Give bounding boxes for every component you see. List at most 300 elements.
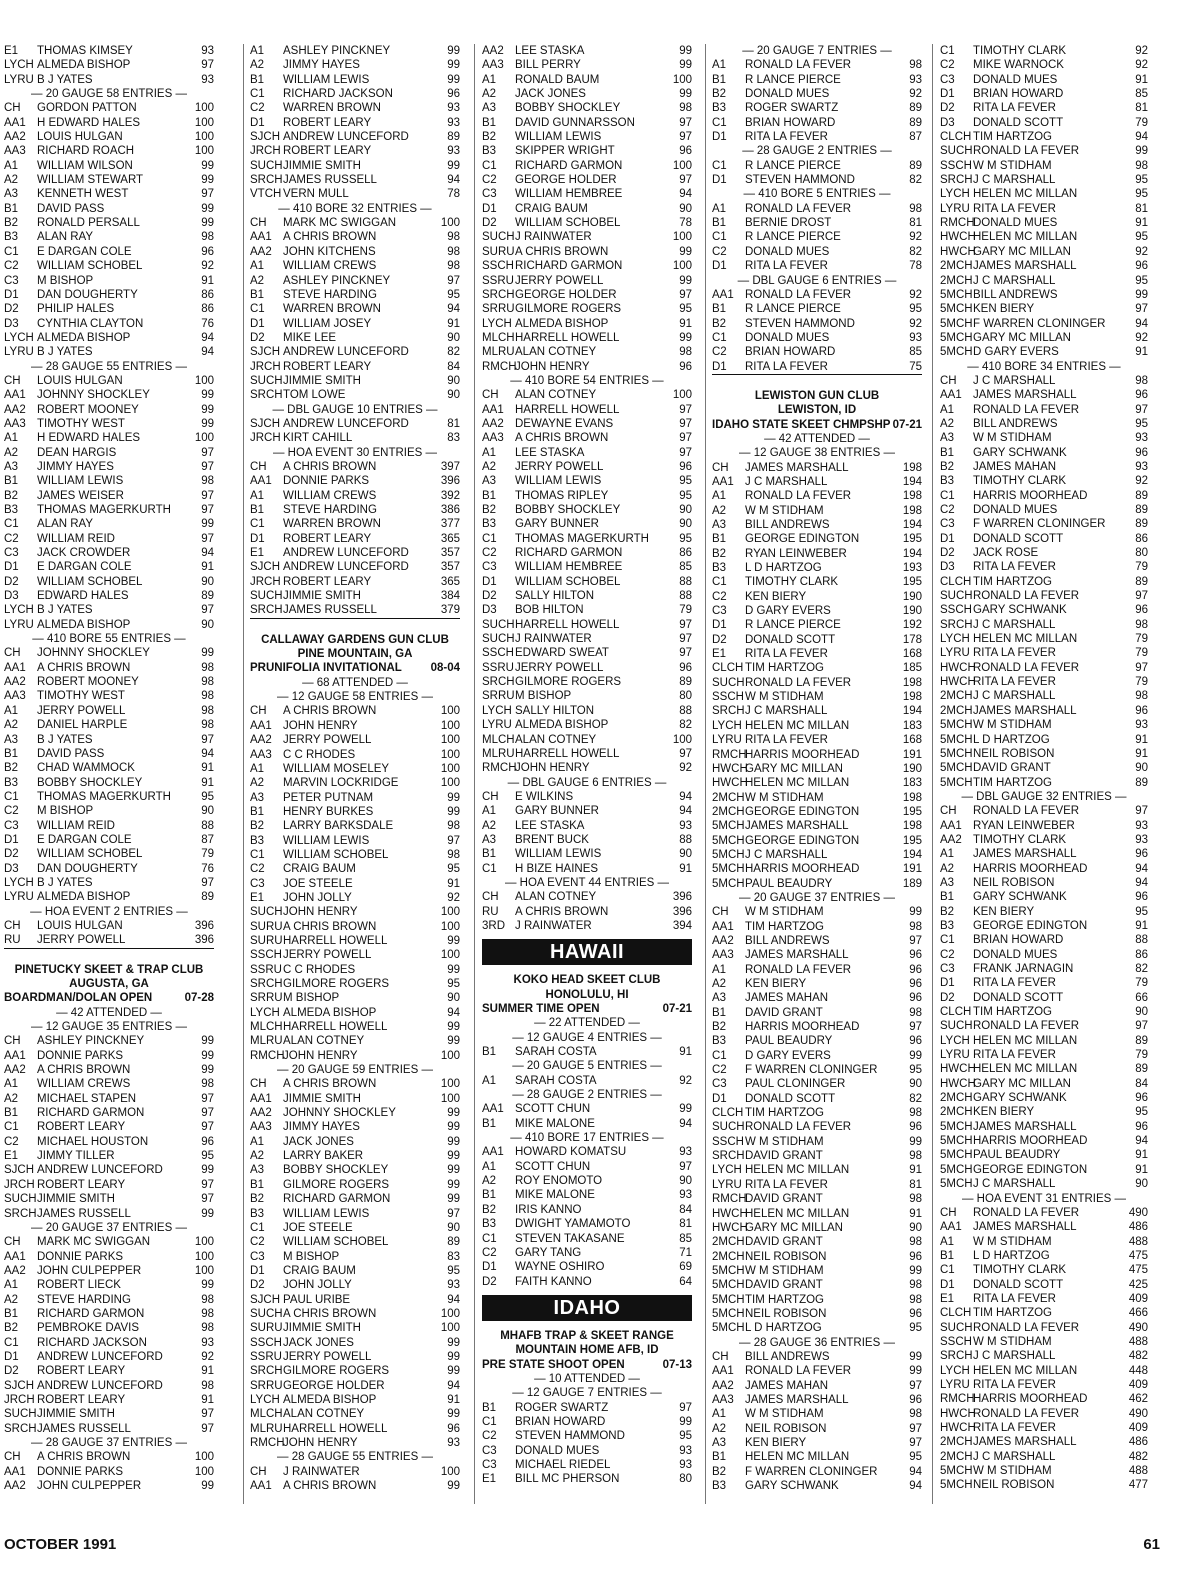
score: 396: [194, 919, 214, 932]
shooter-name: DAVID GUNNARSSON: [515, 116, 635, 129]
class-code: 2MCH: [712, 805, 745, 818]
shooter-name: DEAN HARGIS: [37, 446, 117, 459]
category-header: — 20 GAUGE 37 ENTRIES —: [739, 891, 895, 904]
score: 475: [1128, 1264, 1148, 1277]
class-code: SRCH: [4, 1422, 37, 1435]
class-code: JRCH: [4, 1393, 35, 1406]
score: 97: [679, 647, 692, 660]
class-code: SSCH: [940, 604, 972, 617]
class-code: 2MCH: [940, 704, 973, 717]
result-row: [712, 920, 922, 934]
score: 94: [679, 188, 692, 201]
score: 81: [447, 417, 460, 430]
class-code: 5MCH: [940, 1163, 973, 1176]
shooter-name: ANDREW LUNCEFORD: [283, 417, 409, 430]
shooter-name: THOMAS KIMSEY: [37, 45, 133, 57]
club-heading: CALLAWAY GARDENS GUN CLUB: [261, 633, 449, 646]
class-code: C1: [712, 331, 727, 344]
score: 97: [201, 446, 214, 459]
shooter-name: B J YATES: [37, 733, 93, 746]
result-row: [4, 460, 214, 474]
class-code: B2: [482, 504, 497, 516]
shooter-name: RICHARD GARMON: [283, 1193, 391, 1206]
result-row: [4, 130, 214, 144]
shooter-name: WILLIAM CREWS: [283, 260, 377, 273]
shooter-name: R LANCE PIERCE: [745, 231, 841, 244]
shooter-name: JAMES MARSHALL: [745, 949, 849, 962]
score: 92: [679, 1074, 692, 1087]
score: 482: [1128, 1350, 1148, 1363]
score: 90: [201, 805, 214, 818]
score: 95: [1135, 188, 1148, 201]
score: 99: [201, 518, 214, 531]
score: 100: [440, 748, 460, 761]
class-code: A1: [482, 73, 497, 86]
result-row: [4, 230, 214, 244]
result-row: [940, 417, 1148, 431]
result-row: [712, 1379, 922, 1393]
score: 98: [1135, 690, 1148, 703]
class-code: MLCH: [482, 331, 515, 344]
shooter-name: ANDREW LUNCEFORD: [283, 131, 409, 144]
shooter-name: A CHRIS BROWN: [37, 661, 131, 674]
result-row: [4, 1034, 214, 1048]
shooter-name: KEN BIERY: [973, 303, 1035, 316]
class-code: A2: [250, 1150, 265, 1163]
result-row: [712, 977, 922, 991]
score: 88: [679, 575, 692, 588]
club-heading: KOKO HEAD SKEET CLUB: [513, 974, 661, 987]
class-code: SRCH: [250, 389, 283, 402]
result-row: [940, 776, 1148, 790]
result-row: [712, 317, 922, 331]
class-code: B2: [4, 762, 19, 775]
result-row: [250, 388, 460, 402]
shooter-name: THOMAS RIPLEY: [515, 489, 609, 502]
shooter-name: D GARY EVERS: [973, 346, 1059, 359]
result-row: [4, 1264, 214, 1278]
score: 97: [909, 934, 922, 947]
result-row: [4, 833, 214, 847]
class-code: CH: [250, 1465, 267, 1478]
class-code: B1: [712, 1006, 727, 1019]
shooter-name: BRIAN HOWARD: [973, 88, 1064, 101]
shooter-name: KEN BIERY: [973, 1106, 1035, 1119]
shooter-name: GORDON PATTON: [37, 102, 137, 115]
result-row: [940, 1005, 1148, 1019]
class-code: B3: [250, 1207, 265, 1220]
category-header: — 10 ATTENDED —: [534, 1372, 640, 1385]
shooter-name: LOUIS HULGAN: [37, 374, 123, 387]
result-row: [250, 259, 460, 273]
result-row: [940, 202, 1148, 216]
result-row: [940, 819, 1148, 833]
shooter-name: BERNIE DROST: [745, 217, 832, 230]
class-code: A1: [482, 446, 497, 459]
shooter-name: STEVE HARDING: [37, 1293, 131, 1306]
shooter-name: JACK JONES: [283, 1135, 354, 1148]
shooter-name: DONALD SCOTT: [745, 633, 836, 646]
score: 82: [1135, 963, 1148, 975]
class-code: A1: [482, 805, 497, 818]
section-spacer: [4, 949, 214, 963]
score: 490: [1128, 1206, 1148, 1219]
result-row: [482, 718, 692, 732]
class-code: B1: [250, 288, 265, 301]
score: 88: [1135, 934, 1148, 947]
result-row: [940, 1321, 1148, 1335]
class-code: A1: [250, 1135, 265, 1148]
score: 100: [440, 762, 460, 775]
shooter-name: TOM LOWE: [283, 389, 346, 402]
result-row: [4, 661, 214, 675]
shooter-name: WARREN BROWN: [283, 303, 381, 316]
result-row: [712, 704, 922, 718]
score: 91: [201, 1365, 214, 1378]
class-code: C1: [4, 245, 19, 258]
score: 91: [1135, 1149, 1148, 1162]
score: 94: [1135, 862, 1148, 875]
shooter-name: ROGER SWARTZ: [745, 102, 839, 115]
shooter-name: RITA LA FEVER: [973, 1292, 1056, 1305]
result-row: [4, 388, 214, 402]
class-code: B1: [4, 1107, 19, 1120]
result-row: [940, 331, 1148, 345]
class-code: C1: [940, 934, 955, 947]
shooter-name: MARVIN LOCKRIDGE: [283, 777, 399, 790]
shooter-name: JOHN HENRY: [283, 1049, 358, 1062]
result-row: [482, 761, 692, 775]
result-row: [250, 431, 460, 445]
result-row: [482, 116, 692, 130]
result-row: [940, 1407, 1148, 1421]
score: 97: [909, 1422, 922, 1435]
shooter-name: JIMMY TILLER: [37, 1150, 115, 1163]
class-code: A3: [712, 992, 727, 1005]
result-row: [940, 1220, 1148, 1234]
shooter-name: BILL PERRY: [515, 59, 581, 72]
category-header: — 20 GAUGE 7 ENTRIES —: [742, 45, 892, 57]
shooter-name: A CHRIS BROWN: [283, 1078, 377, 1091]
class-code: B1: [482, 1189, 497, 1202]
category-header: — HOA EVENT 30 ENTRIES —: [272, 446, 438, 459]
shooter-name: F WARREN CLONINGER: [745, 1465, 878, 1478]
class-code: E1: [4, 1150, 19, 1163]
shooter-name: W M STIDHAM: [973, 1335, 1052, 1348]
result-row: [940, 804, 1148, 818]
score: 100: [672, 73, 692, 86]
category-header: — 20 GAUGE 5 ENTRIES —: [512, 1060, 662, 1073]
result-row: [940, 546, 1148, 560]
class-code: AA2: [250, 1107, 272, 1120]
shooter-name: RITA LA FEVER: [973, 561, 1056, 574]
shooter-name: DWIGHT YAMAMOTO: [515, 1218, 631, 1231]
result-row: [250, 1092, 460, 1106]
score: 98: [909, 1293, 922, 1306]
result-row: [482, 1260, 692, 1274]
shooter-name: RONALD LA FEVER: [745, 490, 852, 503]
shooter-name: BOBBY SHOCKLEY: [37, 776, 143, 789]
result-row: [712, 1407, 922, 1421]
class-code: A2: [712, 1422, 727, 1435]
class-code: D1: [250, 116, 265, 129]
shooter-name: HARRIS MOORHEAD: [973, 1135, 1088, 1148]
shooter-name: BILL MC PHERSON: [515, 1473, 620, 1486]
class-code: A1: [712, 1408, 727, 1421]
shooter-name: HARRIS MOORHEAD: [745, 863, 860, 876]
score: 83: [447, 1250, 460, 1263]
result-row: [940, 388, 1148, 402]
shooter-name: DONALD MUES: [745, 245, 830, 258]
result-row: [712, 547, 922, 561]
class-code: C2: [712, 245, 727, 258]
shooter-name: BRIAN HOWARD: [745, 346, 836, 359]
class-code: D1: [250, 532, 265, 545]
result-row: [250, 503, 460, 517]
shooter-name: ASHLEY PINCKNEY: [283, 45, 391, 57]
class-code: SRCH: [250, 604, 283, 617]
shooter-name: LEE STASKA: [515, 819, 585, 832]
score: 89: [447, 1236, 460, 1249]
score: 90: [679, 848, 692, 861]
result-row: [482, 1401, 692, 1415]
result-row: [712, 719, 922, 733]
shooter-name: GEORGE HOLDER: [515, 174, 617, 187]
shooter-name: RONALD BAUM: [515, 73, 600, 86]
class-code: B3: [712, 562, 727, 575]
score: 99: [447, 1107, 460, 1120]
score: 71: [679, 1246, 692, 1259]
issue-date: OCTOBER 1991: [4, 1536, 117, 1553]
class-code: 2MCH: [940, 690, 973, 703]
class-code: 2MCH: [712, 1236, 745, 1249]
result-row: [4, 776, 214, 790]
shooter-name: A CHRIS BROWN: [515, 432, 609, 445]
result-row: [482, 747, 692, 761]
shooter-name: JIMMY HAYES: [283, 1121, 360, 1134]
shooter-name: HELEN MC MILLAN: [745, 777, 850, 790]
result-row: [4, 1192, 214, 1206]
score: 91: [1135, 73, 1148, 86]
result-row: [712, 661, 922, 675]
score: 98: [909, 59, 922, 72]
score: 100: [440, 1307, 460, 1320]
shooter-name: SCOTT CHUN: [515, 1103, 591, 1116]
class-code: A3: [4, 188, 19, 201]
shooter-name: PAUL BEAUDRY: [973, 1149, 1061, 1162]
class-code: SUCH: [250, 906, 283, 919]
shooter-name: KENNETH WEST: [37, 188, 129, 201]
score: 97: [201, 733, 214, 746]
category-header: — 410 BORE 17 ENTRIES —: [510, 1132, 664, 1145]
score: 365: [440, 575, 460, 588]
class-code: E1: [712, 648, 727, 661]
result-row: [4, 804, 214, 818]
score: 82: [909, 245, 922, 258]
result-row: [4, 245, 214, 259]
result-row: [712, 101, 922, 115]
shooter-name: GILMORE ROGERS: [283, 978, 390, 990]
shooter-name: ALAN COTNEY: [283, 1408, 365, 1421]
shooter-name: GARY MC MILLAN: [973, 331, 1071, 344]
class-code: A2: [482, 460, 497, 473]
score: 91: [447, 317, 460, 330]
shooter-name: BOBBY SHOCKLEY: [515, 504, 621, 516]
result-row: [940, 517, 1148, 531]
score: 98: [201, 1078, 214, 1091]
result-row: [250, 1422, 460, 1436]
class-code: B2: [712, 1021, 727, 1034]
result-row: [712, 819, 922, 833]
class-code: C2: [4, 1135, 19, 1148]
class-code: HWCH: [940, 1422, 976, 1434]
class-code: AA2: [712, 1379, 734, 1392]
result-row: [250, 1149, 460, 1163]
event-date: 07-28: [184, 992, 214, 1005]
class-code: B2: [712, 1465, 727, 1478]
shooter-name: J C MARSHALL: [973, 690, 1056, 703]
shooter-name: ROY ENOMOTO: [515, 1175, 603, 1188]
shooter-name: ROGER SWARTZ: [515, 1401, 609, 1414]
class-code: D3: [4, 862, 19, 875]
class-code: C3: [4, 547, 19, 560]
shooter-name: JIMMY HAYES: [37, 460, 114, 473]
score: 97: [909, 1021, 922, 1034]
class-code: SJCH: [250, 417, 281, 430]
score: 91: [1135, 346, 1148, 359]
result-row: [250, 1034, 460, 1048]
class-code: C3: [482, 1444, 497, 1457]
result-row: [940, 761, 1148, 775]
shooter-name: HELEN MC MILLAN: [973, 231, 1078, 244]
class-code: AA2: [482, 417, 504, 430]
result-row: [250, 187, 460, 201]
result-row: [4, 689, 214, 703]
shooter-name: HARRELL HOWELL: [283, 934, 388, 947]
class-code: 3RD: [482, 919, 506, 932]
shooter-name: HARRIS MOORHEAD: [745, 748, 860, 761]
class-code: E1: [482, 1473, 497, 1486]
shooter-name: JOHNNY SHOCKLEY: [283, 1107, 396, 1120]
category-header: — 28 GAUGE 37 ENTRIES —: [31, 1437, 187, 1449]
class-code: C3: [940, 73, 955, 86]
score: 100: [672, 260, 692, 273]
event-date: 07-21: [662, 1003, 692, 1015]
result-row: [712, 575, 922, 589]
shooter-name: ANDREW LUNCEFORD: [37, 1379, 163, 1392]
score: 99: [679, 1103, 692, 1116]
result-row: [4, 187, 214, 201]
results-column-2: [250, 44, 460, 1493]
shooter-name: TIM HARTZOG: [745, 662, 825, 675]
score: 97: [1135, 590, 1148, 603]
class-code: D2: [482, 590, 497, 603]
result-row: [712, 259, 922, 273]
score: 99: [447, 1365, 460, 1378]
score: 94: [447, 1006, 460, 1019]
shooter-name: ALMEDA BISHOP: [515, 719, 609, 732]
score: 357: [440, 547, 460, 560]
score: 99: [447, 791, 460, 804]
score: 99: [679, 1415, 692, 1428]
class-code: C2: [250, 863, 265, 876]
score: 86: [201, 288, 214, 301]
event-heading: [712, 418, 922, 432]
shooter-name: RONALD LA FEVER: [745, 676, 852, 689]
class-code: RMCH: [482, 762, 517, 775]
shooter-name: TIMOTHY CLARK: [973, 1264, 1067, 1277]
class-code: CH: [482, 790, 499, 803]
result-row: [4, 819, 214, 833]
shooter-name: JAMES MARSHALL: [745, 820, 849, 833]
shooter-name: WILLIAM SCHOBEL: [283, 1236, 389, 1249]
shooter-name: A CHRIS BROWN: [283, 231, 377, 244]
result-row: [4, 1336, 214, 1350]
shooter-name: R LANCE PIERCE: [745, 303, 841, 316]
class-code: C2: [482, 547, 497, 560]
result-row: [712, 518, 922, 532]
class-code: C3: [712, 605, 727, 618]
class-code: C1: [940, 1264, 955, 1277]
state-banner: IDAHO: [482, 1295, 692, 1321]
class-code: SSCH: [482, 260, 514, 273]
shooter-name: PEMBROKE DAVIS: [37, 1322, 140, 1335]
shooter-name: A CHRIS BROWN: [515, 245, 609, 258]
result-row: [712, 1063, 922, 1077]
result-row: [250, 589, 460, 603]
score: 94: [447, 1379, 460, 1392]
score: 96: [679, 145, 692, 158]
category-header: — 20 GAUGE 59 ENTRIES —: [277, 1064, 433, 1077]
shooter-name: L D HARTZOG: [745, 1322, 822, 1335]
shooter-name: CRAIG BAUM: [515, 202, 588, 215]
category-header: — DBL GAUGE 10 ENTRIES —: [272, 403, 438, 416]
shooter-name: J RAINWATER: [515, 633, 592, 646]
class-code: B3: [250, 834, 265, 847]
result-row: [250, 1407, 460, 1421]
shooter-name: ROBERT LEARY: [37, 1121, 126, 1134]
shooter-name: JAMES MARSHALL: [973, 848, 1077, 861]
score: 95: [679, 303, 692, 316]
class-code: AA2: [4, 131, 26, 144]
shooter-name: D GARY EVERS: [745, 605, 831, 618]
result-row: [250, 374, 460, 388]
shooter-name: RYAN LEINWEBER: [745, 547, 847, 560]
score: 90: [1135, 762, 1148, 775]
shooter-name: JOHN HENRY: [283, 1437, 358, 1449]
shooter-name: ALAN COTNEY: [515, 733, 597, 746]
result-row: [250, 1235, 460, 1249]
result-row: [4, 890, 214, 904]
results-column-1: [4, 44, 214, 1493]
shooter-name: A CHRIS BROWN: [515, 905, 609, 918]
shooter-name: A CHRIS BROWN: [283, 1480, 377, 1493]
result-row: [940, 1421, 1148, 1435]
result-row: [712, 676, 922, 690]
score: 425: [1128, 1278, 1148, 1291]
score: 100: [440, 1322, 460, 1335]
result-row: [940, 675, 1148, 689]
score: 97: [1135, 1020, 1148, 1033]
score: 99: [1135, 288, 1148, 301]
score: 90: [1135, 1178, 1148, 1191]
result-row: [482, 87, 692, 101]
section-spacer: [250, 619, 460, 633]
shooter-name: DONALD SCOTT: [973, 532, 1064, 545]
shooter-name: GARY TANG: [515, 1246, 582, 1259]
category-header: — 410 BORE 34 ENTRIES —: [967, 360, 1121, 373]
result-row: [482, 489, 692, 503]
